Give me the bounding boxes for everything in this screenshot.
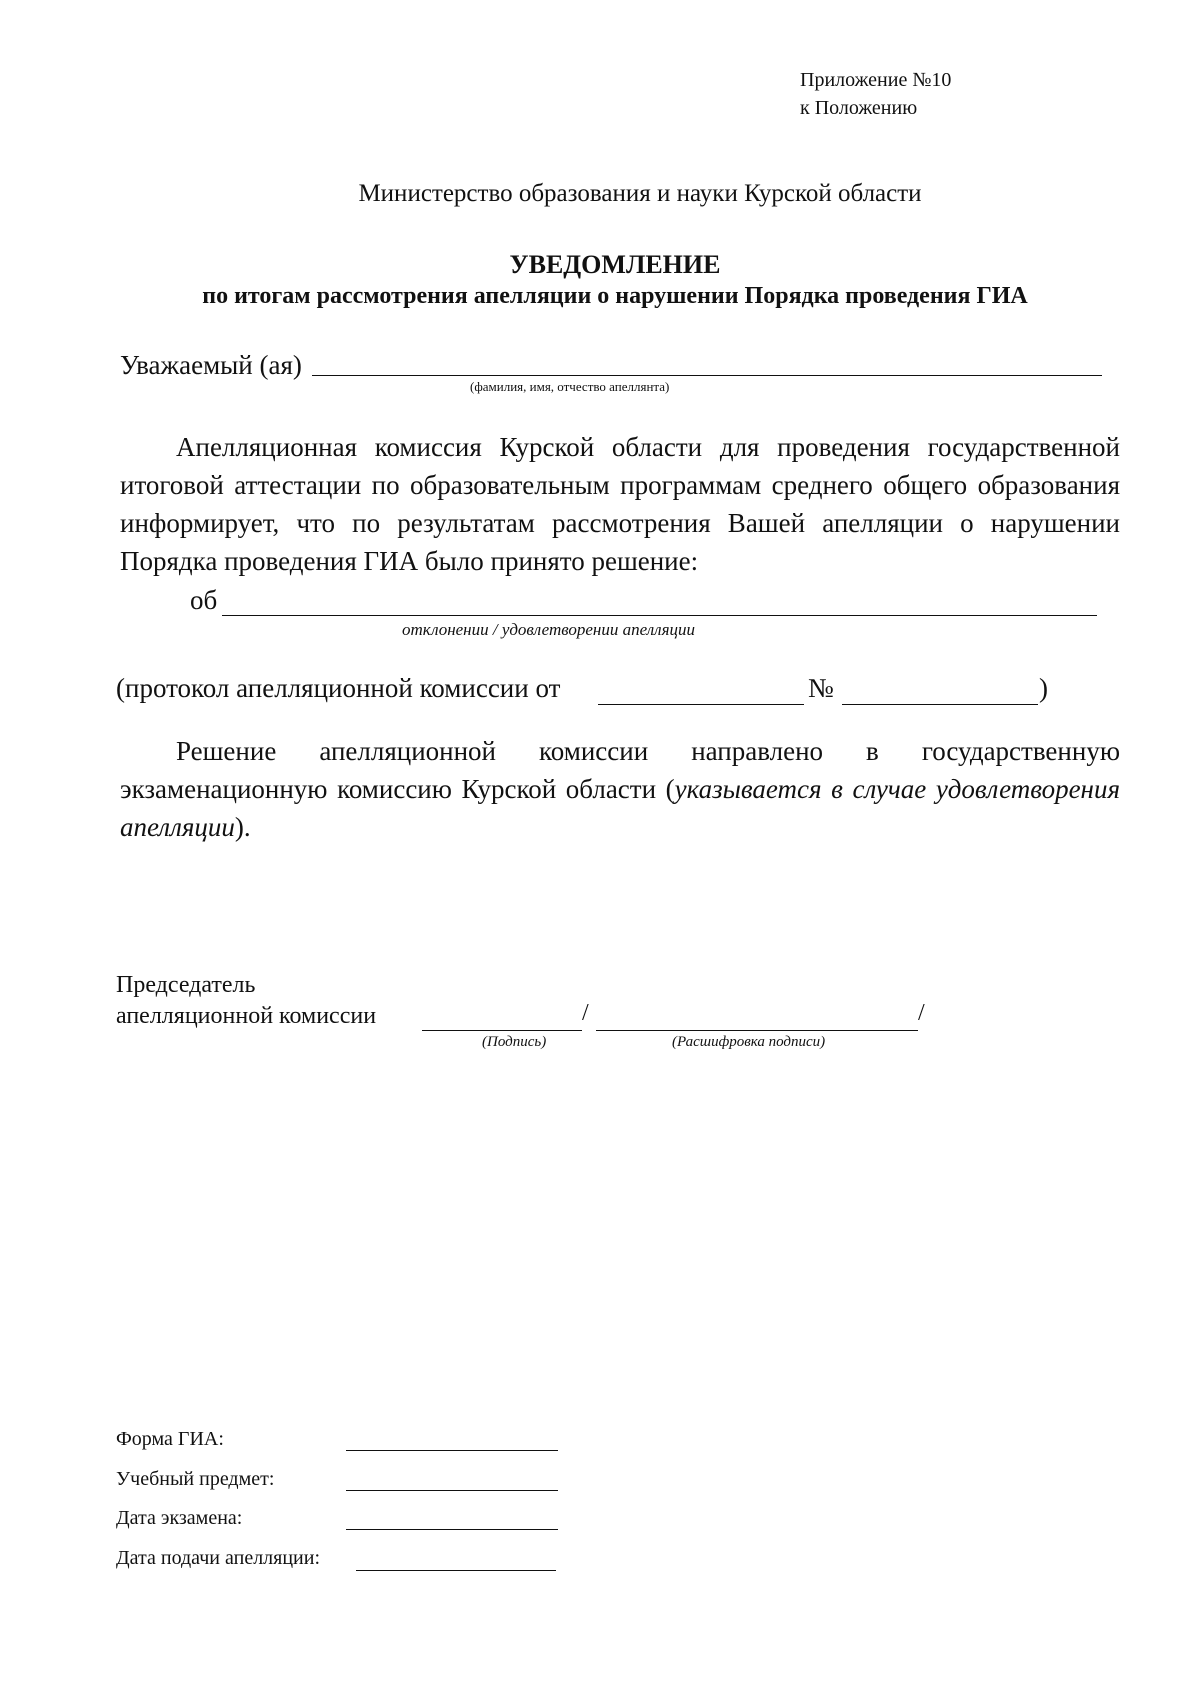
paragraph-2-end: ).	[234, 812, 251, 842]
signature-hint: (Подпись)	[482, 1034, 547, 1050]
decision-field[interactable]	[222, 615, 1097, 616]
appendix-note	[800, 66, 951, 122]
paragraph-2-italic: указывается в случае удовлетворения апелляции	[120, 774, 1120, 842]
body-paragraph-2	[120, 732, 1120, 846]
decoding-hint: (Расшифровка подписи)	[672, 1034, 826, 1050]
decision-hint: отклонении / удовлетворении апелляции	[402, 620, 695, 639]
gia-form-field[interactable]	[346, 1450, 558, 1451]
signature-slash-2: /	[918, 1000, 925, 1026]
salutation-label: Уважаемый (ая)	[120, 350, 302, 380]
protocol-label: (протокол апелляционной комиссии от	[116, 673, 561, 703]
chairman-label-1: Председатель	[116, 972, 256, 998]
signature-field[interactable]	[422, 1030, 582, 1031]
field-label-gia-form: Форма ГИА:	[116, 1428, 224, 1450]
subject-field[interactable]	[346, 1490, 558, 1491]
protocol-number-sign: №	[808, 673, 834, 703]
signature-decoding-field[interactable]	[596, 1030, 918, 1031]
decision-prefix: об	[190, 585, 218, 615]
document-title: УВЕДОМЛЕНИЕ	[509, 250, 721, 279]
paragraph-2-main: Решение апелляционной комиссии направлено в государственную экзаменационную комиссию Курской области (	[120, 736, 1120, 804]
exam-date-field[interactable]	[346, 1529, 558, 1530]
protocol-number-field[interactable]	[842, 704, 1038, 705]
signature-slash-1: /	[582, 1000, 589, 1026]
applicant-name-hint: (фамилия, имя, отчество апеллянта)	[470, 379, 670, 394]
ministry-name: Министерство образования и науки Курской области	[358, 180, 922, 207]
appendix-line-2: к Положению	[800, 97, 918, 119]
protocol-date-field[interactable]	[598, 704, 804, 705]
field-label-appeal-date: Дата подачи апелляции:	[116, 1547, 321, 1569]
protocol-close: )	[1039, 673, 1048, 703]
chairman-label-2: апелляционной комиссии	[116, 1003, 377, 1029]
document-subtitle: по итогам рассмотрения апелляции о нарушении Порядка проведения ГИА	[202, 283, 1028, 309]
field-label-exam-date: Дата экзамена:	[116, 1507, 243, 1529]
body-paragraph-1: Апелляционная комиссия Курской области для проведения государственной итоговой аттестации по образовательным программам среднего общего образования информирует, что по результатам рассмотрения Вашей апелляции о нарушении Порядка проведения ГИА было принято решение:	[120, 432, 1120, 576]
field-label-subject: Учебный предмет:	[116, 1468, 275, 1490]
appeal-date-field[interactable]	[356, 1570, 556, 1571]
applicant-name-field[interactable]	[312, 375, 1102, 376]
appendix-line-1: Приложение №10	[800, 69, 952, 91]
